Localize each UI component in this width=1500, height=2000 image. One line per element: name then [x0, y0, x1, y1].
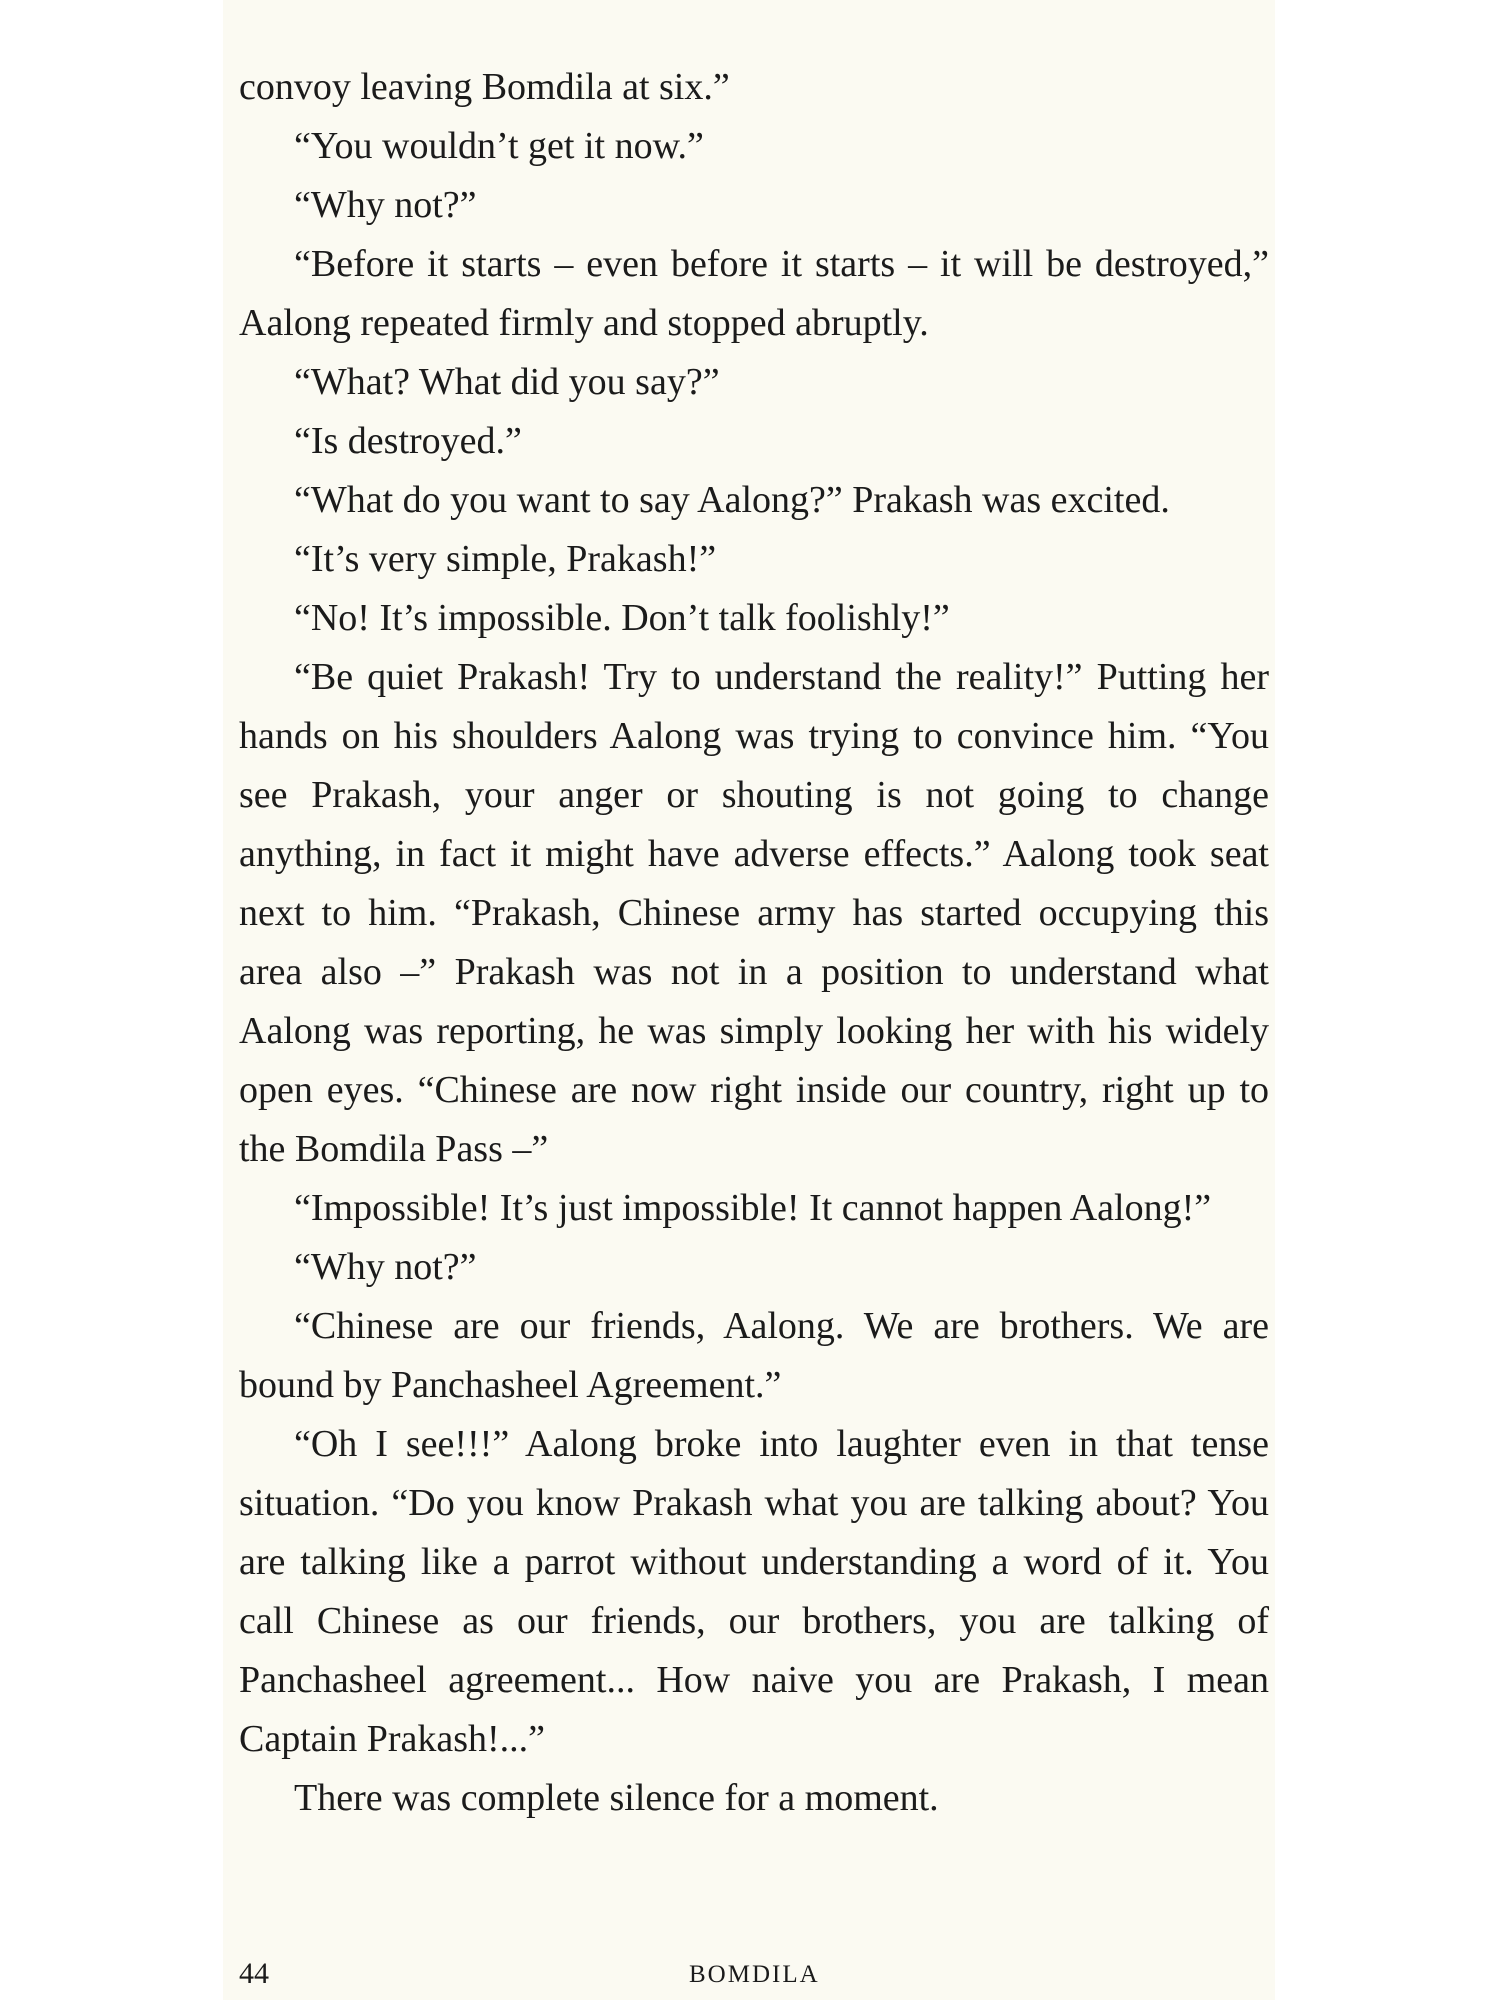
- paragraph-13: “Chinese are our friends, Aalong. We are brothers. We are bound by Panchasheel Agreement.”: [239, 1305, 1269, 1406]
- paragraph-1: convoy leaving Bomdila at six.”: [239, 66, 730, 108]
- paragraph-7: “What do you want to say Aalong?” Prakash was excited.: [294, 479, 1170, 521]
- paragraph-2: “You wouldn’t get it now.”: [294, 125, 704, 167]
- paragraph-3: “Why not?”: [294, 184, 477, 226]
- paragraph-9: “No! It’s impossible. Don’t talk foolishly!”: [294, 597, 950, 639]
- paragraph-5: “What? What did you say?”: [294, 361, 720, 403]
- running-title: BOMDILA: [689, 1961, 820, 1988]
- paragraph-15: There was complete silence for a moment.: [294, 1777, 939, 1819]
- paragraph-10: “Be quiet Prakash! Try to understand the reality!” Putting her hands on his shoulders Aalong was trying to convince him. “You see Prakash, your anger or shouting is not going to change anything, in fact it might have adverse effects.” Aalong took seat next to him. “Prakash, Chinese army has started occupying this area also –” Prakash was not in a position to understand what Aalong was reporting, he was simply looking her with his widely open eyes. “Chinese are now right inside our country, right up to the Bomdila Pass –”: [239, 656, 1269, 1170]
- page-footer: [239, 1956, 1269, 1996]
- paragraph-8: “It’s very simple, Prakash!”: [294, 538, 717, 580]
- page-number: 44: [239, 1957, 269, 1990]
- paragraph-6: “Is destroyed.”: [294, 420, 522, 462]
- paragraph-12: “Why not?”: [294, 1246, 477, 1288]
- paragraph-4: “Before it starts – even before it starts – it will be destroyed,” Aalong repeated firmly and stopped abruptly.: [239, 243, 1269, 344]
- page-body-text: [239, 58, 1269, 1828]
- paragraph-14: “Oh I see!!!” Aalong broke into laughter even in that tense situation. “Do you know Prakash what you are talking about? You are talking like a parrot without understanding a word of it. You call Chinese as our friends, our brothers, you are talking of Panchasheel agreement... How naive you are Prakash, I mean Captain Prakash!...”: [239, 1423, 1269, 1760]
- paragraph-11: “Impossible! It’s just impossible! It cannot happen Aalong!”: [294, 1187, 1212, 1229]
